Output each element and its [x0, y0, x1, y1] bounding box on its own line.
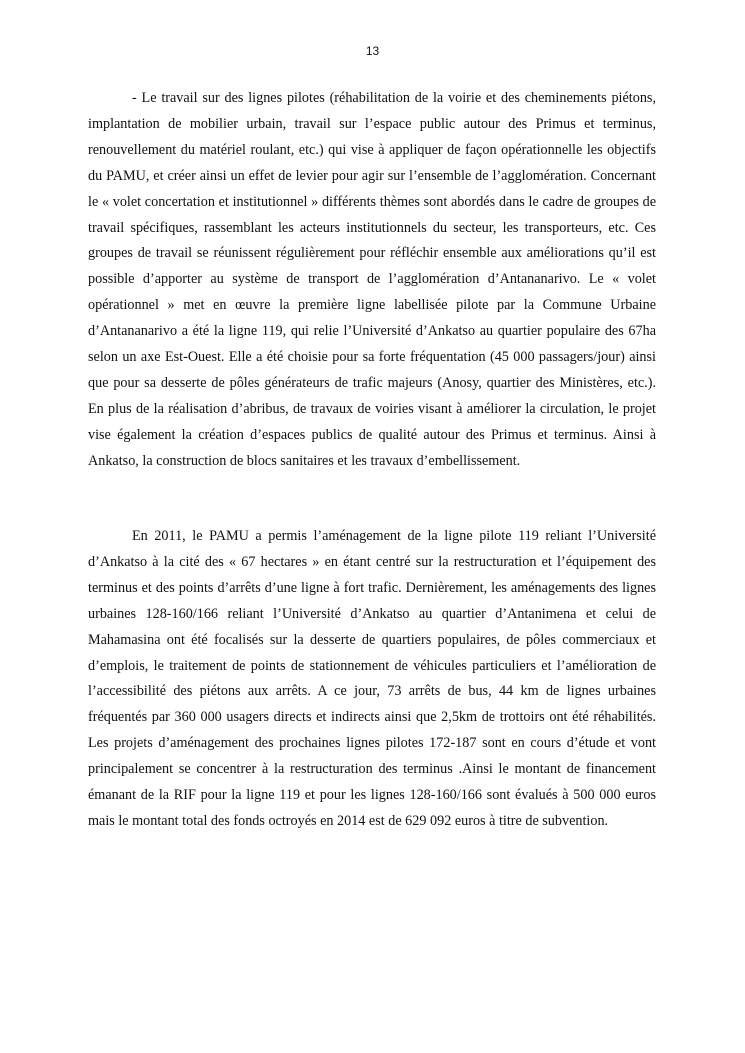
paragraph-pilot-lines: - Le travail sur des lignes pilotes (réhabilitation de la voirie et des cheminements piétons, implantation de mobilier urbain, travail sur l’espace public autour des Primus et terminus, renouvellement du matériel roulant, etc.) qui vise à appliquer de façon opérationnelle les objectifs du PAMU, et créer ainsi un effet de levier pour agir sur l’ensemble de l’agglomération. Concernant le « volet concertation et institutionnel » différents thèmes sont abordés dans le cadre de groupes de travail spécifiques, rassemblant les acteurs institutionnels du secteur, les transporteurs, etc. Ces groupes de travail se réunissent régulièrement pour réfléchir ensemble aux améliorations qu’il est possible d’apporter au système de transport de l’agglomération d’Antananarivo. Le « volet opérationnel » met en œuvre la première ligne labellisée pilote par la Commune Urbaine d’Antananarivo a été la ligne 119, qui relie l’Université d’Ankatso au quartier populaire des 67ha selon un axe Est-Ouest. Elle a été choisie pour sa forte fréquentation (45 000 passagers/jour) ainsi que pour sa desserte de pôles générateurs de trafic majeurs (Anosy, quartier des Ministères, etc.). En plus de la réalisation d’abribus, de travaux de voiries visant à améliorer la circulation, le projet vise également la création d’espaces publics de qualité autour des Primus et terminus. Ainsi à Ankatso, la construction de blocs sanitaires et les travaux d’embellissement.: [88, 90, 656, 469]
paragraph-pamu-2011: En 2011, le PAMU a permis l’aménagement de la ligne pilote 119 reliant l’Université d’Ankatso à la cité des « 67 hectares » en étant centré sur la restructuration et l’équipement des terminus et des points d’arrêts d’une ligne à fort trafic. Dernièrement, les aménagements des lignes urbaines 128-160/166 reliant l’Université d’Ankatso au quartier d’Antanimena et celui de Mahamasina ont été focalisés sur la desserte de quartiers populaires, de pôles commerciaux et d’emplois, le traitement de points de stationnement de véhicules particuliers et l’amélioration de l’accessibilité des piétons aux arrêts. A ce jour, 73 arrêts de bus, 44 km de lignes urbaines fréquentés par 360 000 usagers directs et indirects ainsi que 2,5km de trottoirs ont été réhabilités. Les projets d’aménagement des prochaines lignes pilotes 172-187 sont en cours d’étude et vont principalement se concentrer à la restructuration des terminus .Ainsi le montant de financement émanant de la RIF pour la ligne 119 et pour les lignes 128-160/166 sont évalués à 500 000 euros mais le montant total des fonds octroyés en 2014 est de 629 092 euros à titre de subvention.: [88, 528, 656, 829]
page-number: 13: [365, 44, 380, 58]
